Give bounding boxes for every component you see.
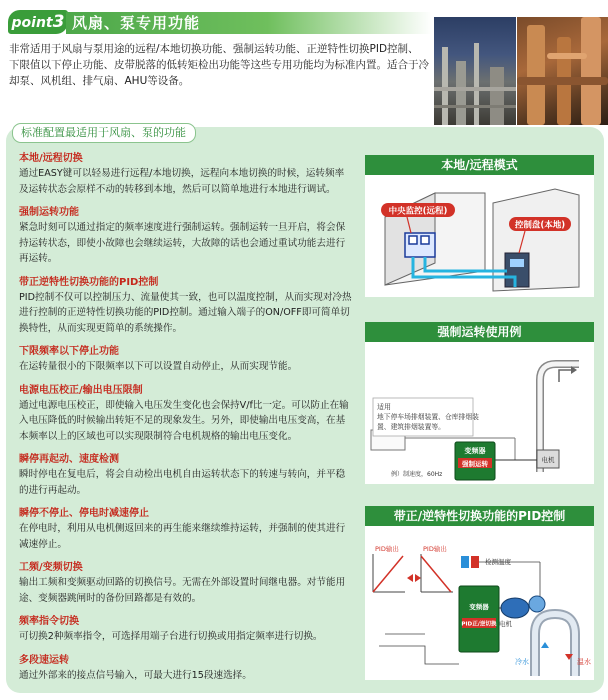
feature-desc: 通过外部来的接点信号输入，可最大进行15段速选择。 — [19, 669, 252, 681]
pid-diagram — [365, 526, 594, 680]
pid-box — [365, 506, 594, 680]
feature-list — [19, 152, 353, 692]
pid-output-2: PID输出 — [423, 545, 447, 553]
feature-desc: 在停电时，利用从电机侧返回来的再生能来继续维持运转，并强制的使其进行减速停止。 — [19, 523, 346, 550]
force-inverter-label: 变频器 — [464, 447, 486, 455]
page-header — [0, 0, 432, 40]
force-note-line1: 适用 — [377, 403, 391, 411]
feature-item — [19, 453, 353, 498]
feature-item — [19, 561, 353, 606]
feature-desc: 可切换2种频率指令，可选择用端子台进行切换或用指定频率进行切换。 — [19, 631, 323, 642]
label-central-monitor: 中央监控(远程) — [388, 206, 448, 217]
force-run-diagram — [365, 342, 594, 484]
feature-title: 瞬停再起动、速度检测 — [19, 454, 119, 465]
cold-water-label: 冷水 — [515, 658, 529, 666]
local-remote-box — [365, 155, 594, 297]
feature-item — [19, 276, 353, 337]
feature-desc: 输出工频和变频驱动回路的切换信号。无需在外部设置时间继电器。对节能用途、变频器跳闸时的备份回路都是有效的。 — [19, 577, 346, 604]
hot-water-label: 温水 — [577, 658, 591, 666]
feature-item — [19, 206, 353, 267]
force-motor-label: 电机 — [541, 456, 555, 464]
feature-title: 瞬停不停止、停电时减速停止 — [19, 508, 149, 519]
feature-item — [19, 615, 353, 645]
panel-tab-label: 标准配置最适用于风扇、泵的功能 — [12, 123, 196, 143]
force-freq-note: 例）制速度，60Hz — [391, 471, 443, 478]
feature-desc: 通过EASY键可以轻易进行远程/本地切换，远程向本地切换的时候，运转频率及运转状态会原样不动的转移到本地，然后可以简单地进行本地进行调试。 — [19, 168, 345, 195]
feature-item — [19, 384, 353, 445]
intro-text: 非常适用于风扇与泵用途的远程/本地切换功能、强制运转功能、正逆特性切换PID控制、下限值以下停止功能、皮带脱落的低转矩检出功能等这些专用功能均为标准内置。适合于冷却泵、风机组、排气扇、AHU等设备。 — [9, 43, 429, 87]
badge-prefix: point — [11, 15, 53, 31]
feature-title: 带正逆特性切换功能的PID控制 — [19, 276, 159, 288]
page-title: 风扇、泵专用功能 — [72, 14, 201, 32]
pid-switch-label: PID正/逆切换 — [461, 621, 497, 628]
feature-desc: 瞬时停电在复电后，将会自动检出电机自由运转状态下的转速与转向，并平稳的进行再起动。 — [19, 469, 346, 496]
pid-output-1: PID输出 — [375, 545, 399, 553]
feature-title: 频率指令切换 — [19, 616, 79, 627]
feature-desc: 在运转量很小的下限频率以下可以设置自动停止，从而实现节能。 — [19, 361, 298, 372]
force-run-header: 强制运转使用例 — [365, 322, 594, 342]
point-badge — [8, 10, 68, 34]
pid-detect-temp: 检测温度 — [485, 558, 511, 566]
local-remote-diagram — [365, 175, 594, 297]
force-run-box — [365, 322, 594, 484]
plant-photo-2 — [517, 17, 608, 125]
feature-title: 下限频率以下停止功能 — [19, 346, 119, 357]
pid-motor-label: 电机 — [499, 620, 512, 628]
pid-inverter-label: 变频器 — [469, 603, 489, 611]
feature-item — [19, 507, 353, 552]
local-remote-header: 本地/远程模式 — [365, 155, 594, 175]
feature-item — [19, 152, 353, 197]
label-control-panel: 控制盘(本地) — [514, 220, 566, 231]
plant-photo-1 — [434, 17, 516, 125]
feature-item — [19, 345, 353, 375]
pid-header: 带正/逆特性切换功能的PID控制 — [365, 506, 594, 526]
feature-item — [19, 654, 353, 684]
force-note-line2: 地下停车场排烟装置、仓库排烟装 — [377, 413, 479, 421]
feature-title: 电源电压校正/输出电压限制 — [19, 384, 143, 396]
force-note-line3: 置、建筑排烟装置等。 — [377, 423, 445, 431]
feature-title: 本地/远程切换 — [19, 153, 83, 164]
feature-title: 工频/变频切换 — [19, 562, 83, 573]
feature-title: 强制运转功能 — [19, 207, 79, 218]
force-run-label: 强制运转 — [462, 460, 488, 468]
badge-number: 3 — [52, 12, 65, 32]
feature-title: 多段速运转 — [19, 654, 69, 666]
feature-desc: 通过电源电压校正，即使输入电压发生变化也会保持V/f比一定。可以防止在输入电压降低的时候输出转矩不足的现象发生。另外，即使输出电压变高，在基本频率以上的区域也可以实现限制符合电机规格的输出电压变化。 — [19, 399, 349, 442]
feature-desc: PID控制不仅可以控制压力、流量使其一致，也可以温度控制，从而实现对冷热进行控制的正逆特性切换功能的PID控制。通过输入端子的ON/OFF即可简单切换特性，从而实现更简单的系统操作。 — [19, 291, 352, 334]
feature-desc: 紧急时刻可以通过指定的频率速度进行强制运转。强制运转一旦开启，将会保持运转状态，即使小故障也会继续运转，大故障的话也会通过重试功能去进行再运转。 — [19, 222, 346, 264]
